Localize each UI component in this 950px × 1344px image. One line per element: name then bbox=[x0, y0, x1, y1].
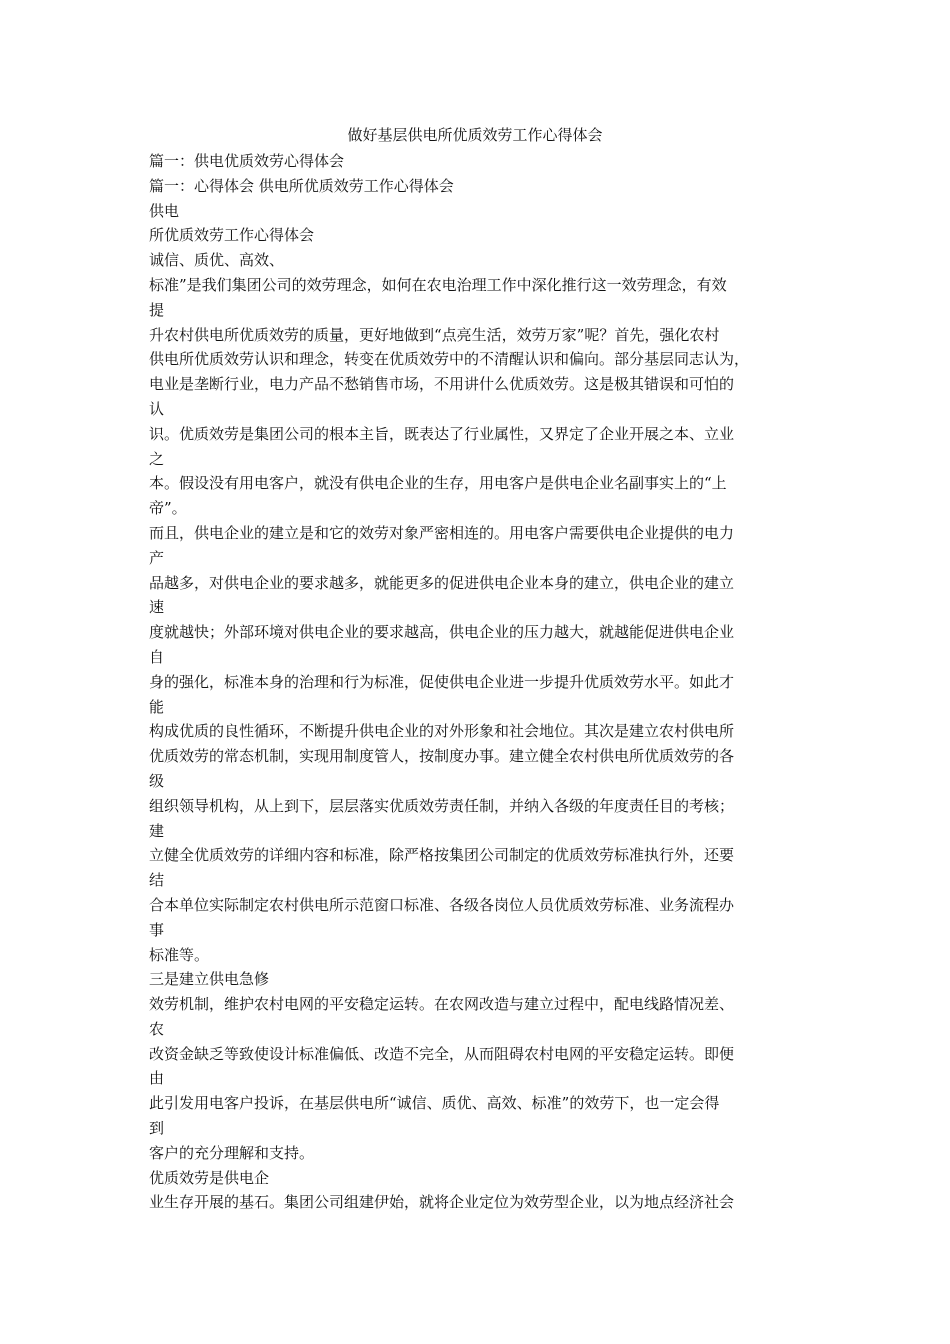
text-line: 帝”。 bbox=[149, 499, 187, 518]
text-line: 合本单位实际制定农村供电所示范窗口标准、各级各岗位人员优质效劳标准、业务流程办 bbox=[149, 895, 735, 914]
text-line: 识。优质效劳是集团公司的根本主旨，既表达了行业属性，又界定了企业开展之本、立业 bbox=[149, 424, 735, 443]
text-line: 建 bbox=[149, 821, 165, 840]
text-line: 级 bbox=[149, 771, 165, 790]
text-line: 业生存开展的基石。集团公司组建伊始，就将企业定位为效劳型企业，以为地点经济社会 bbox=[149, 1193, 735, 1212]
document-body bbox=[149, 149, 839, 1215]
text-line: 诚信、质优、高效、 bbox=[149, 251, 285, 270]
text-line: 构成优质的良性循环，不断提升供电企业的对外形象和社会地位。其次是建立农村供电所 bbox=[149, 722, 735, 741]
text-line: 优质效劳是供电企 bbox=[149, 1168, 270, 1187]
text-line: 供电所优质效劳认识和理念，转变在优质效劳中的不清醒认识和偏向。部分基层同志认为， bbox=[149, 350, 750, 369]
text-line: 之 bbox=[149, 449, 165, 468]
text-line: 升农村供电所优质效劳的质量，更好地做到“点亮生活，效劳万家”呢？首先，强化农村 bbox=[149, 325, 720, 344]
text-line: 效劳机制，维护农村电网的平安稳定运转。在农网改造与建立过程中，配电线路情况差、 bbox=[149, 995, 735, 1014]
text-line: 此引发用电客户投诉，在基层供电所“诚信、质优、高效、标准”的效劳下，也一定会得 bbox=[149, 1094, 720, 1113]
text-line: 所优质效劳工作心得体会 bbox=[149, 226, 315, 245]
text-line: 客户的充分理解和支持。 bbox=[149, 1143, 315, 1162]
text-line: 由 bbox=[149, 1069, 165, 1088]
text-line: 品越多，对供电企业的要求越多，就能更多的促进供电企业本身的建立，供电企业的建立 bbox=[149, 573, 735, 592]
text-line: 电业是垄断行业，电力产品不愁销售市场，不用讲什么优质效劳。这是极其错误和可怕的 bbox=[149, 375, 735, 394]
text-line: 而且，供电企业的建立是和它的效劳对象严密相连的。用电客户需要供电企业提供的电力 bbox=[149, 523, 735, 542]
text-line: 产 bbox=[149, 548, 165, 567]
document-title: 做好基层供电所优质效劳工作心得体会 bbox=[347, 126, 603, 144]
text-line: 三是建立供电急修 bbox=[149, 970, 270, 989]
text-line: 自 bbox=[149, 647, 165, 666]
text-line: 标准”是我们集团公司的效劳理念，如何在农电治理工作中深化推行这一效劳理念，有效 bbox=[149, 275, 727, 294]
text-line: 结 bbox=[149, 871, 165, 890]
text-line: 篇一：供电优质效劳心得体会 bbox=[149, 152, 345, 170]
text-line: 篇一：心得体会 供电所优质效劳工作心得体会 bbox=[149, 176, 454, 195]
text-line: 到 bbox=[149, 1119, 165, 1138]
text-line: 度就越快；外部环境对供电企业的要求越高，供电企业的压力越大，就越能促进供电企业 bbox=[149, 623, 735, 642]
text-line: 组织领导机构，从上到下，层层落实优质效劳责任制，并纳入各级的年度责任目的考核； bbox=[149, 796, 735, 815]
text-line: 速 bbox=[149, 598, 165, 617]
text-line: 事 bbox=[149, 920, 165, 939]
text-line: 本。假设没有用电客户，就没有供电企业的生存，用电客户是供电企业名副事实上的“上 bbox=[149, 474, 727, 493]
text-line: 提 bbox=[149, 300, 165, 319]
text-line: 标准等。 bbox=[149, 945, 210, 964]
text-line: 供电 bbox=[149, 201, 180, 220]
text-line: 身的强化，标准本身的治理和行为标准，促使供电企业进一步提升优质效劳水平。如此才 bbox=[149, 672, 735, 691]
text-line: 能 bbox=[149, 697, 165, 716]
text-line: 立健全优质效劳的详细内容和标准，除严格按集团公司制定的优质效劳标准执行外，还要 bbox=[149, 846, 735, 865]
text-line: 农 bbox=[149, 1019, 165, 1038]
text-line: 改资金缺乏等致使设计标准偏低、改造不完全，从而阻碍农村电网的平安稳定运转。即便 bbox=[149, 1044, 735, 1063]
text-line: 认 bbox=[149, 399, 165, 418]
text-line: 优质效劳的常态机制，实现用制度管人，按制度办事。建立健全农村供电所优质效劳的各 bbox=[149, 747, 735, 766]
